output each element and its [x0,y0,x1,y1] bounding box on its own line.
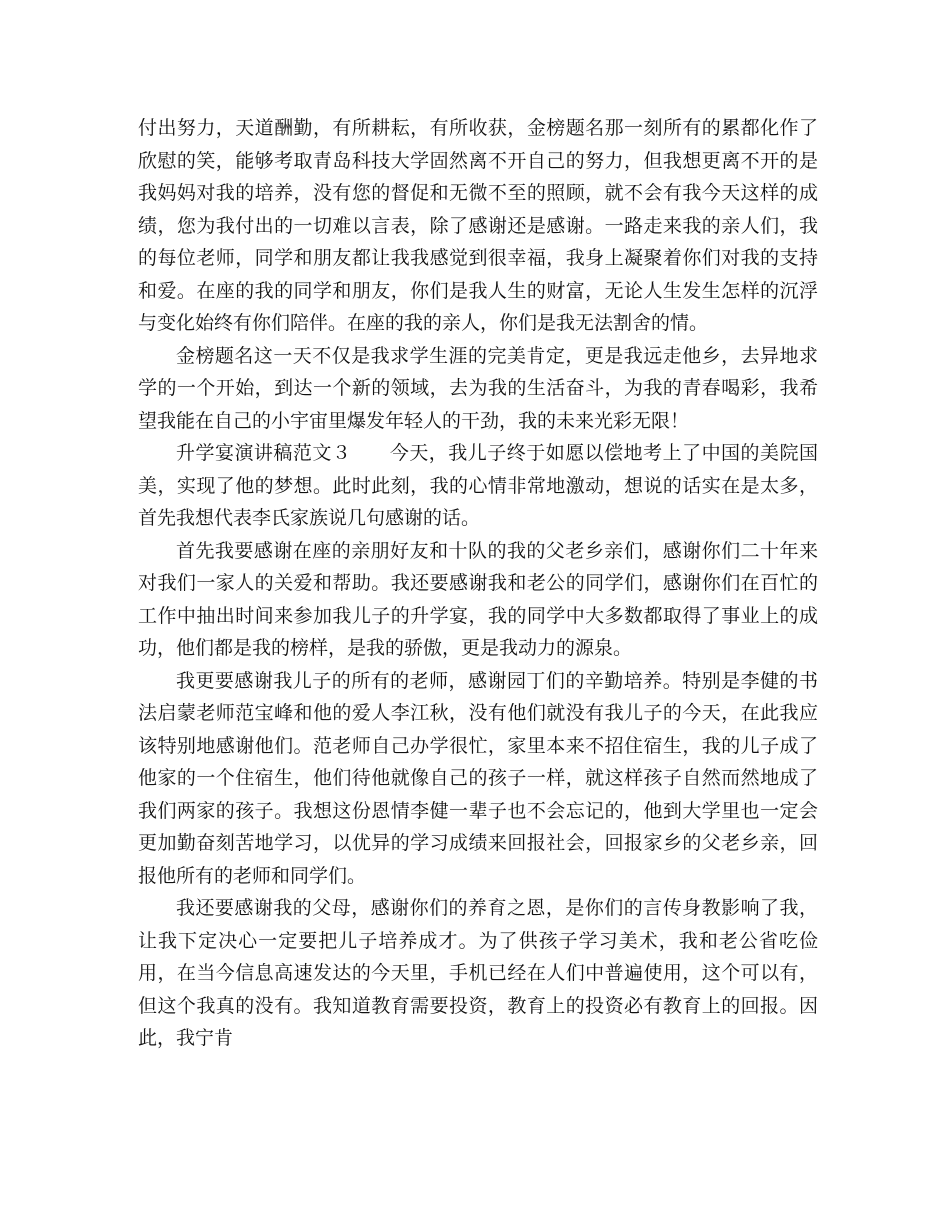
section-heading: 升学宴演讲稿范文３ [176,442,352,464]
paragraph-4: 首先我要感谢在座的亲朋好友和十队的我的父老乡亲们，感谢你们二十年来对我们一家人的关爱和帮助。我还要感谢我和老公的同学们，感谢你们在百忙的工作中抽出时间来参加我儿子的升学宴，我的同学中大多数都取得了事业上的成功，他们都是我的榜样，是我的骄傲，更是我动力的源泉。 [138,539,818,659]
document-body [138,112,818,1055]
paragraph-1: 付出努力，天道酬勤，有所耕耘，有所收获，金榜题名那一刻所有的累都化作了欣慰的笑，能够考取青岛科技大学固然离不开自己的努力，但我想更离不开的是我妈妈对我的培养，没有您的督促和无微不至的照顾，就不会有我今天这样的成绩，您为我付出的一切难以言表，除了感谢还是感谢。一路走来我的亲人们，我的每位老师，同学和朋友都让我我感觉到很幸福，我身上凝聚着你们对我的支持和爱。在座的我的同学和朋友，你们是我人生的财富，无论人生发生怎样的沉浮与变化始终有你们陪伴。在座的我的亲人，你们是我无法割舍的情。 [138,117,818,334]
paragraph-3-text: 今天，我儿子终于如愿以偿地考上了中国的美院国美，实现了他的梦想。此时此刻，我的心情非常地激动，想说的话实在是太多，首先我想代表李氏家族说几句感谢的话。 [138,442,818,529]
paragraph-3 [138,437,818,535]
paragraph-5: 我更要感谢我儿子的所有的老师，感谢园丁们的辛勤培养。特别是李健的书法启蒙老师范宝峰和他的爱人李江秋，没有他们就没有我儿子的今天，在此我应该特别地感谢他们。范老师自己办学很忙，家里本来不招住宿生，我的儿子成了他家的一个住宿生，他们待他就像自己的孩子一样，就这样孩子自然而然地成了我们两家的孩子。我想这份恩情李健一辈子也不会忘记的，他到大学里也一定会更加勤奋刻苦地学习，以优异的学习成绩来回报社会，回报家乡的父老乡亲，回报他所有的老师和同学们。 [138,669,818,887]
paragraph-2: 金榜题名这一天不仅是我求学生涯的完美肯定，更是我远走他乡，去异地求学的一个开始，到达一个新的领域，去为我的生活奋斗，为我的青春喝彩，我希望我能在自己的小宇宙里爆发年轻人的干劲，我的未来光彩无限！ [138,344,818,432]
paragraph-6: 我还要感谢我的父母，感谢你们的养育之恩，是你们的言传身教影响了我，让我下定决心一定要把儿子培养成才。为了供孩子学习美术，我和老公省吃俭用，在当今信息高速发达的今天里，手机已经在人们中普遍使用，这个可以有，但这个我真的没有。我知道教育需要投资，教育上的投资必有教育上的回报。因此，我宁肯 [138,897,818,1049]
